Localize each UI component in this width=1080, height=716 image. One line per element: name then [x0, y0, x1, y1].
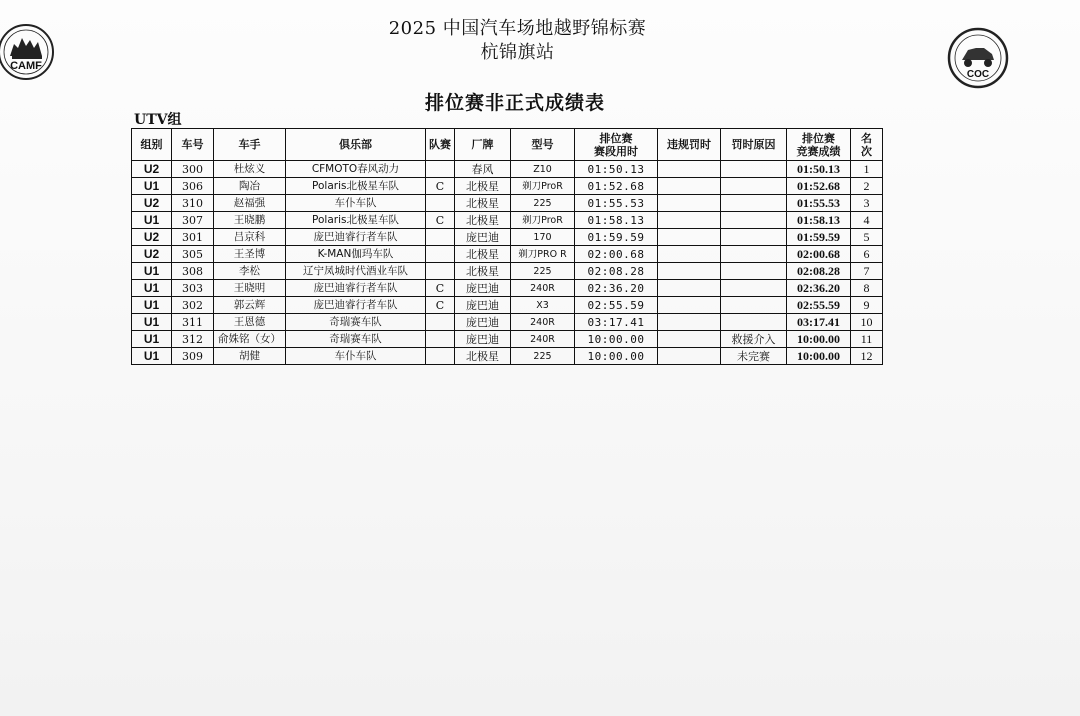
cell-result: 10:00.00 [787, 331, 851, 348]
cell-result: 10:00.00 [787, 348, 851, 365]
cell-brand: 庞巴迪 [455, 297, 511, 314]
cell-club: 庞巴迪睿行者车队 [286, 229, 426, 246]
col-header: 车手 [214, 129, 286, 161]
cell-model: 剃刀ProR [511, 212, 575, 229]
group-label: UTV组 [134, 112, 182, 128]
cell-result: 01:55.53 [787, 195, 851, 212]
cell-team [426, 314, 455, 331]
cell-team [426, 195, 455, 212]
cell-qualifying-time: 01:59.59 [575, 229, 658, 246]
table-row [132, 178, 883, 195]
cell-model: 240R [511, 331, 575, 348]
cell-club: 车仆车队 [286, 348, 426, 365]
cell-driver: 杜炫义 [214, 161, 286, 178]
cell-penalty-reason [721, 195, 787, 212]
cell-group: U1 [132, 178, 172, 195]
cell-model: 剃刀ProR [511, 178, 575, 195]
cell-qualifying-time: 01:52.68 [575, 178, 658, 195]
cell-car-number: 300 [172, 161, 214, 178]
cell-brand: 北极星 [455, 348, 511, 365]
cell-driver: 王恩德 [214, 314, 286, 331]
cell-group: U1 [132, 263, 172, 280]
cell-qualifying-time: 02:00.68 [575, 246, 658, 263]
table-row [132, 229, 883, 246]
cell-penalty [658, 246, 721, 263]
table-row [132, 314, 883, 331]
cell-car-number: 309 [172, 348, 214, 365]
table-row [132, 263, 883, 280]
col-header: 车号 [172, 129, 214, 161]
cell-rank: 5 [851, 229, 883, 246]
cell-penalty [658, 178, 721, 195]
col-header: 名 次 [851, 129, 883, 161]
cell-driver: 陶冶 [214, 178, 286, 195]
cell-brand: 庞巴迪 [455, 331, 511, 348]
cell-qualifying-time: 02:55.59 [575, 297, 658, 314]
cell-brand: 北极星 [455, 195, 511, 212]
cell-rank: 3 [851, 195, 883, 212]
cell-team [426, 331, 455, 348]
cell-driver: 胡健 [214, 348, 286, 365]
col-header: 排位赛 赛段用时 [575, 129, 658, 161]
results-table-body [132, 161, 883, 365]
cell-penalty-reason: 未完赛 [721, 348, 787, 365]
cell-group: U1 [132, 280, 172, 297]
cell-brand: 春风 [455, 161, 511, 178]
results-table [131, 128, 883, 365]
cell-penalty [658, 195, 721, 212]
cell-penalty-reason [721, 229, 787, 246]
cell-driver: 郭云辉 [214, 297, 286, 314]
cell-penalty [658, 263, 721, 280]
table-row [132, 195, 883, 212]
cell-team: C [426, 297, 455, 314]
cell-model: 240R [511, 314, 575, 331]
cell-rank: 8 [851, 280, 883, 297]
cell-group: U1 [132, 348, 172, 365]
cell-group: U1 [132, 212, 172, 229]
cell-car-number: 311 [172, 314, 214, 331]
cell-club: 奇瑞赛车队 [286, 314, 426, 331]
cell-car-number: 301 [172, 229, 214, 246]
cell-penalty-reason [721, 246, 787, 263]
cell-result: 01:52.68 [787, 178, 851, 195]
cell-penalty-reason: 救援介入 [721, 331, 787, 348]
cell-penalty [658, 280, 721, 297]
cell-car-number: 302 [172, 297, 214, 314]
cell-penalty-reason [721, 212, 787, 229]
table-row [132, 212, 883, 229]
cell-group: U2 [132, 161, 172, 178]
cell-brand: 庞巴迪 [455, 280, 511, 297]
cell-qualifying-time: 10:00.00 [575, 331, 658, 348]
cell-group: U2 [132, 229, 172, 246]
cell-club: 庞巴迪睿行者车队 [286, 297, 426, 314]
cell-qualifying-time: 03:17.41 [575, 314, 658, 331]
cell-model: Z10 [511, 161, 575, 178]
cell-club: 车仆车队 [286, 195, 426, 212]
cell-club: 奇瑞赛车队 [286, 331, 426, 348]
cell-car-number: 307 [172, 212, 214, 229]
cell-team: C [426, 212, 455, 229]
cell-penalty-reason [721, 161, 787, 178]
cell-car-number: 310 [172, 195, 214, 212]
cell-penalty [658, 348, 721, 365]
cell-result: 03:17.41 [787, 314, 851, 331]
table-row [132, 161, 883, 178]
event-title-line2: 杭锦旗站 [480, 42, 555, 63]
cell-team [426, 246, 455, 263]
cell-model: 240R [511, 280, 575, 297]
table-row [132, 348, 883, 365]
cell-car-number: 312 [172, 331, 214, 348]
col-header: 违规罚时 [658, 129, 721, 161]
cell-team [426, 229, 455, 246]
cell-model: 170 [511, 229, 575, 246]
cell-qualifying-time: 02:36.20 [575, 280, 658, 297]
cell-car-number: 308 [172, 263, 214, 280]
cell-penalty [658, 212, 721, 229]
cell-driver: 吕京科 [214, 229, 286, 246]
cell-club: Polaris北极星车队 [286, 178, 426, 195]
col-header: 厂牌 [455, 129, 511, 161]
camf-logo-label: CAMF [10, 60, 42, 72]
col-header: 罚时原因 [721, 129, 787, 161]
cell-group: U1 [132, 297, 172, 314]
table-row [132, 297, 883, 314]
col-header: 队赛 [426, 129, 455, 161]
col-header: 排位赛 竞赛成绩 [787, 129, 851, 161]
coc-logo-label: COC [966, 69, 990, 80]
cell-model: 剃刀PRO R [511, 246, 575, 263]
cell-result: 01:58.13 [787, 212, 851, 229]
cell-brand: 北极星 [455, 246, 511, 263]
cell-group: U1 [132, 331, 172, 348]
cell-car-number: 303 [172, 280, 214, 297]
cell-penalty-reason [721, 314, 787, 331]
cell-driver: 王晓鹏 [214, 212, 286, 229]
cell-penalty [658, 161, 721, 178]
cell-brand: 北极星 [455, 178, 511, 195]
cell-driver: 俞姝铭（女） [214, 331, 286, 348]
event-title-line1: 2025 中国汽车场地越野锦标赛 [388, 18, 647, 39]
cell-model: 225 [511, 348, 575, 365]
cell-rank: 6 [851, 246, 883, 263]
col-header: 型号 [511, 129, 575, 161]
col-header: 组别 [132, 129, 172, 161]
cell-driver: 赵福强 [214, 195, 286, 212]
cell-penalty [658, 314, 721, 331]
cell-rank: 4 [851, 212, 883, 229]
cell-result: 02:36.20 [787, 280, 851, 297]
cell-driver: 李松 [214, 263, 286, 280]
table-row [132, 280, 883, 297]
cell-car-number: 305 [172, 246, 214, 263]
cell-result: 02:00.68 [787, 246, 851, 263]
cell-penalty-reason [721, 280, 787, 297]
table-row [132, 331, 883, 348]
cell-team [426, 161, 455, 178]
cell-rank: 7 [851, 263, 883, 280]
cell-club: CFMOTO春风动力 [286, 161, 426, 178]
cell-brand: 北极星 [455, 212, 511, 229]
cell-penalty-reason [721, 297, 787, 314]
cell-result: 02:55.59 [787, 297, 851, 314]
cell-group: U1 [132, 314, 172, 331]
cell-brand: 庞巴迪 [455, 229, 511, 246]
cell-brand: 北极星 [455, 263, 511, 280]
cell-result: 02:08.28 [787, 263, 851, 280]
cell-model: X3 [511, 297, 575, 314]
cell-penalty [658, 331, 721, 348]
cell-rank: 2 [851, 178, 883, 195]
cell-group: U2 [132, 195, 172, 212]
cell-qualifying-time: 02:08.28 [575, 263, 658, 280]
cell-team [426, 263, 455, 280]
cell-brand: 庞巴迪 [455, 314, 511, 331]
cell-rank: 12 [851, 348, 883, 365]
cell-penalty [658, 297, 721, 314]
cell-car-number: 306 [172, 178, 214, 195]
table-row [132, 246, 883, 263]
cell-qualifying-time: 01:58.13 [575, 212, 658, 229]
cell-rank: 1 [851, 161, 883, 178]
cell-qualifying-time: 01:55.53 [575, 195, 658, 212]
cell-model: 225 [511, 263, 575, 280]
cell-qualifying-time: 10:00.00 [575, 348, 658, 365]
cell-penalty-reason [721, 178, 787, 195]
cell-club: 辽宁凤城时代酒业车队 [286, 263, 426, 280]
cell-team: C [426, 280, 455, 297]
cell-penalty [658, 229, 721, 246]
cell-rank: 11 [851, 331, 883, 348]
cell-club: K-MAN伽玛车队 [286, 246, 426, 263]
event-title [0, 17, 1035, 65]
cell-result: 01:59.59 [787, 229, 851, 246]
table-header-row [132, 129, 883, 161]
cell-team: C [426, 178, 455, 195]
cell-penalty-reason [721, 263, 787, 280]
cell-club: 庞巴迪睿行者车队 [286, 280, 426, 297]
cell-club: Polaris北极星车队 [286, 212, 426, 229]
col-header: 俱乐部 [286, 129, 426, 161]
cell-rank: 10 [851, 314, 883, 331]
cell-result: 01:50.13 [787, 161, 851, 178]
cell-driver: 王晓明 [214, 280, 286, 297]
cell-qualifying-time: 01:50.13 [575, 161, 658, 178]
cell-team [426, 348, 455, 365]
results-heading: 排位赛非正式成绩表 [424, 92, 605, 114]
cell-driver: 王圣博 [214, 246, 286, 263]
cell-model: 225 [511, 195, 575, 212]
cell-rank: 9 [851, 297, 883, 314]
cell-group: U2 [132, 246, 172, 263]
